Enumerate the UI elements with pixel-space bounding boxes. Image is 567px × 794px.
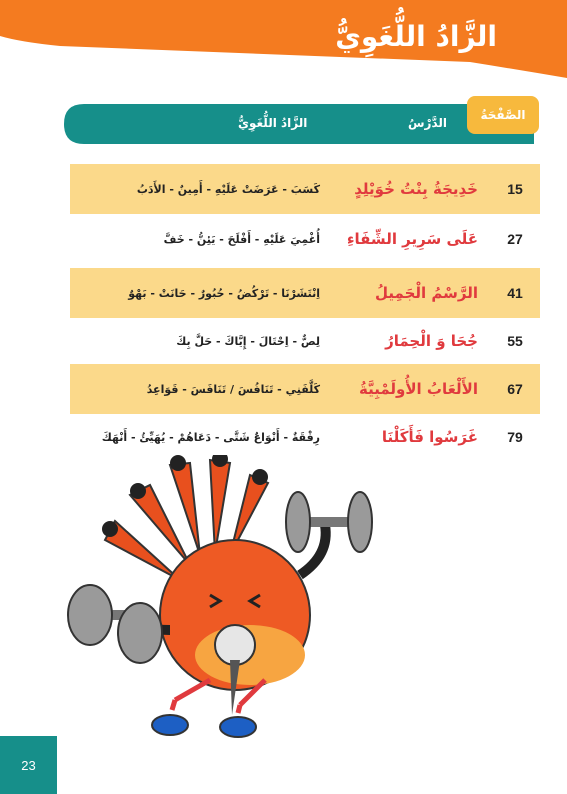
row-vocab: اِنْتَشَرْنَا - تَرْكُضُ - حُبُورٌ - حَانَتْ - بَهْوٌ bbox=[128, 286, 320, 300]
row-page-number: 41 bbox=[507, 285, 523, 301]
row-page-number: 79 bbox=[507, 429, 523, 445]
row-page-number: 15 bbox=[507, 181, 523, 197]
row-vocab: أُغْمِيَ عَلَيْهِ - أَفْلَحَ - يَئِنُّ - خَفَّ bbox=[163, 232, 320, 246]
row-page-number: 27 bbox=[507, 231, 523, 247]
mascot-icon bbox=[60, 455, 380, 755]
row-lesson-title: غَرَسُوا فَأَكَلْنَا bbox=[381, 428, 478, 446]
page-title: الزَّادُ اللُّغَوِيُّ bbox=[335, 20, 497, 53]
row-lesson-title: الأَلْعَابُ الأُولَمْبِيَّةُ bbox=[358, 380, 478, 398]
table-row bbox=[70, 164, 540, 214]
row-vocab: كَسَبَ - عَرَضَتْ عَلَيْهِ - أَمِينٌ - الأَدَبُ bbox=[136, 182, 320, 196]
row-lesson-title: جُحَا وَ الْحِمَارُ bbox=[385, 332, 478, 350]
row-vocab: لِصٌّ - اِحْتَالَ - إِيَّاكَ - حَلَّ بِكَ bbox=[176, 334, 320, 348]
row-page-number: 67 bbox=[507, 381, 523, 397]
page-number: 23 bbox=[0, 736, 57, 794]
header-vocab: الزَّادُ اللُّغَوِيُّ bbox=[238, 116, 308, 130]
row-vocab: رِفْقَةٌ - أَنْوَاعٌ شَتَّى - دَعَاهُمْ - يُهَيِّئُ - أَنْهَكَ bbox=[101, 430, 320, 444]
table-row bbox=[70, 214, 540, 264]
row-lesson-title: خَدِيجَةُ بِنْتُ خُوَيْلِدٍ bbox=[354, 180, 478, 198]
table-row bbox=[70, 268, 540, 318]
row-lesson-title: عَلَى سَرِيرِ الشِّفَاءِ bbox=[346, 230, 478, 248]
table-row bbox=[70, 364, 540, 414]
title-banner bbox=[0, 0, 567, 80]
table-row bbox=[70, 316, 540, 366]
header-lesson: الدَّرْسُ bbox=[408, 116, 448, 130]
header-page: الصَّفْحَةُ bbox=[467, 96, 539, 134]
row-page-number: 55 bbox=[507, 333, 523, 349]
row-vocab: كَلَّفَنِي - تَنَافُسَ / تَنَافَسَ - قَوَاعِدُ bbox=[146, 382, 320, 396]
mascot-illustration bbox=[60, 455, 380, 759]
row-lesson-title: الرَّسْمُ الْجَمِيلُ bbox=[375, 284, 478, 302]
